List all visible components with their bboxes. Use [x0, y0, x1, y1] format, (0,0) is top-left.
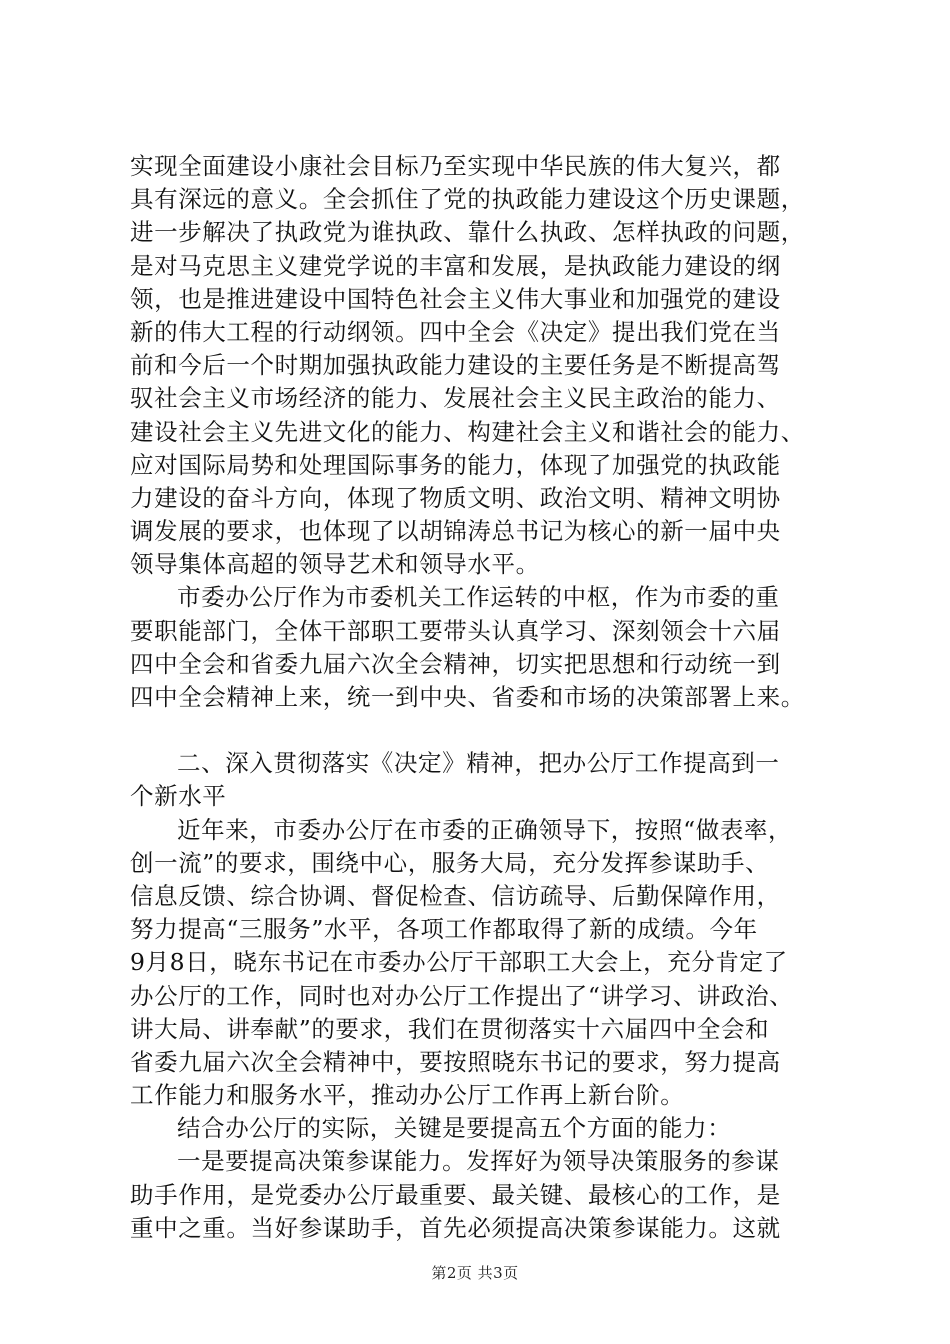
text-line: 要职能部门，全体干部职工要带头认真学习、深刻领会十六届	[130, 616, 781, 645]
text-line: 领，也是推进建设中国特色社会主义伟大事业和加强党的建设	[130, 284, 781, 313]
blank-line	[130, 714, 830, 747]
text-line: 是对马克思主义建党学说的丰富和发展，是执政能力建设的纲	[130, 251, 781, 280]
text-line: 四中全会和省委九届六次全会精神，切实把思想和行动统一到	[130, 649, 781, 678]
document-body	[130, 150, 830, 1245]
text-line: 助手作用，是党委办公厅最重要、最关键、最核心的工作，是	[130, 1180, 781, 1209]
text-line: 9月8日，晓东书记在市委办公厅干部职工大会上，充分肯定了	[130, 948, 788, 977]
text-line: 建设社会主义先进文化的能力、构建社会主义和谐社会的能力、	[130, 417, 805, 446]
text-line: 新的伟大工程的行动纲领。四中全会《决定》提出我们党在当	[130, 317, 781, 346]
text-line: 讲大局、讲奉献”的要求，我们在贯彻落实十六届四中全会和	[130, 1014, 770, 1043]
section-heading-line: 二、深入贯彻落实《决定》精神，把办公厅工作提高到一	[177, 749, 780, 778]
text-line: 调发展的要求，也体现了以胡锦涛总书记为核心的新一届中央	[130, 517, 781, 546]
text-line: 具有深远的意义。全会抓住了党的执政能力建设这个历史课题，	[130, 185, 805, 214]
text-line: 四中全会精神上来，统一到中央、省委和市场的决策部署上来。	[130, 683, 805, 711]
text-line: 信息反馈、综合协调、督促检查、信访疏导、后勤保障作用，	[130, 881, 781, 910]
paragraph-start-line: 市委办公厅作为市委机关工作运转的中枢，作为市委的重	[177, 583, 780, 612]
text-line: 领导集体高超的领导艺术和领导水平。	[130, 550, 540, 579]
paragraph-start-line: 近年来，市委办公厅在市委的正确领导下，按照“做表率，	[177, 815, 793, 844]
text-line: 省委九届六次全会精神中，要按照晓东书记的要求，努力提高	[130, 1047, 781, 1076]
section-heading-line: 个新水平	[130, 782, 227, 811]
page-number-footer: 第2页 共3页	[431, 1264, 519, 1282]
paragraph-start-line: 一是要提高决策参谋能力。发挥好为领导决策服务的参谋	[177, 1147, 780, 1176]
text-line: 进一步解决了执政党为谁执政、靠什么执政、怎样执政的问题，	[130, 218, 805, 247]
text-line: 应对国际局势和处理国际事务的能力，体现了加强党的执政能	[130, 450, 781, 479]
text-line: 办公厅的工作，同时也对办公厅工作提出了“讲学习、讲政治、	[130, 981, 794, 1010]
paragraph-start-line: 结合办公厅的实际，关键是要提高五个方面的能力：	[177, 1114, 732, 1143]
text-line: 重中之重。当好参谋助手，首先必须提高决策参谋能力。这就	[130, 1213, 781, 1242]
text-line: 力建设的奋斗方向，体现了物质文明、政治文明、精神文明协	[130, 483, 781, 512]
text-line: 努力提高“三服务”水平，各项工作都取得了新的成绩。今年	[130, 915, 758, 944]
text-line: 实现全面建设小康社会目标乃至实现中华民族的伟大复兴，都	[130, 152, 781, 180]
text-line: 工作能力和服务水平，推动办公厅工作再上新台阶。	[130, 1081, 685, 1110]
text-line: 驭社会主义市场经济的能力、发展社会主义民主政治的能力、	[130, 384, 781, 413]
text-line: 前和今后一个时期加强执政能力建设的主要任务是不断提高驾	[130, 351, 781, 380]
text-line: 创一流”的要求，围绕中心，服务大局，充分发挥参谋助手、	[130, 848, 770, 877]
